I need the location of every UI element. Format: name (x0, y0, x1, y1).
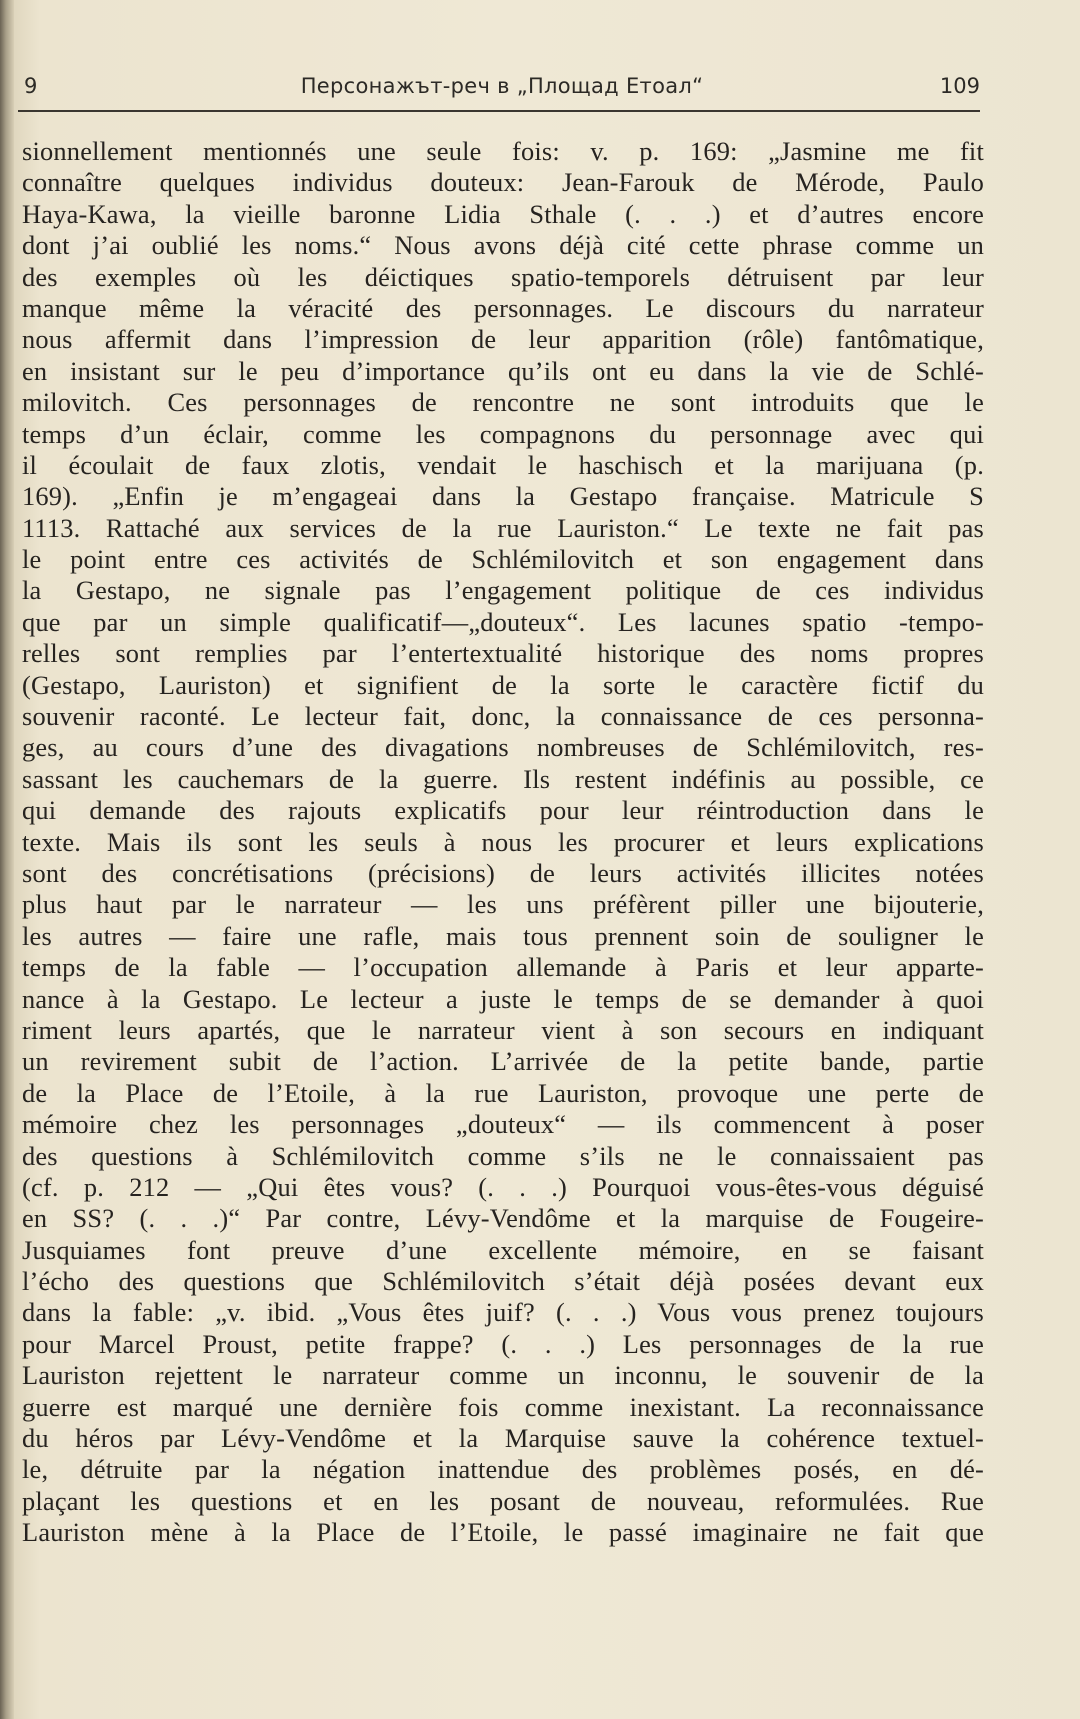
text-line: (Gestapo, Lauriston) et signifient de la sorte le caractère fictif du (22, 669, 984, 700)
text-line: un revirement subit de l’action. L’arrivée de la petite bande, partie (22, 1046, 984, 1077)
text-line: nance à la Gestapo. Le lecteur a juste le temps de se demander à quoi (22, 983, 984, 1014)
text-line: nous affermit dans l’impression de leur apparition (rôle) fantômatique, (22, 324, 984, 355)
text-line: en SS? (. . .)“ Par contre, Lévy-Vendôme et la marquise de Fougeire- (22, 1203, 984, 1234)
text-line: relles sont remplies par l’entertextualité historique des noms propres (22, 638, 984, 669)
text-line: riment leurs apartés, que le narrateur vient à son secours en indiquant (22, 1014, 984, 1045)
page-number: 109 (939, 74, 980, 98)
text-line: temps de la fable — l’occupation allemande à Paris et leur apparte- (22, 952, 984, 983)
text-line: dont j’ai oublié les noms.“ Nous avons déjà cité cette phrase comme un (22, 230, 984, 261)
text-line: temps d’un éclair, comme les compagnons du personnage avec qui (22, 418, 984, 449)
text-line: en insistant sur le peu d’importance qu’ils ont eu dans la vie de Schlé- (22, 355, 984, 386)
previous-page-number-fragment: 9 (24, 74, 38, 98)
text-line: texte. Mais ils sont les seuls à nous les procurer et leurs explications (22, 826, 984, 857)
text-line: sassant les cauchemars de la guerre. Ils restent indéfinis au possible, ce (22, 763, 984, 794)
text-line: du héros par Lévy-Vendôme et la Marquise sauve la cohérence textuel- (22, 1423, 984, 1454)
text-line: sionnellement mentionnés une seule fois: v. p. 169: „Jasmine me fit (22, 136, 984, 166)
body-text (22, 136, 984, 1549)
text-line: Lauriston mène à la Place de l’Etoile, le passé imaginaire ne fait que (22, 1517, 984, 1548)
text-line: guerre est marqué une dernière fois comme inexistant. La reconnaissance (22, 1391, 984, 1422)
text-line: plus haut par le narrateur — les uns préfèrent piller une bijouterie, (22, 889, 984, 920)
text-line: plaçant les questions et en les posant de nouveau, reformulées. Rue (22, 1485, 984, 1516)
text-line: les autres — faire une rafle, mais tous prennent soin de souligner le (22, 920, 984, 951)
text-line: Haya-Kawa, la vieille baronne Lidia Sthale (. . .) et d’autres encore (22, 198, 984, 229)
text-line: connaître quelques individus douteux: Jean-Farouk de Mérode, Paulo (22, 167, 984, 198)
binding-edge (0, 0, 14, 1719)
text-line: pour Marcel Proust, petite frappe? (. . .) Les personnages de la rue (22, 1328, 984, 1359)
text-line: il écoulait de faux zlotis, vendait le haschisch et la marijuana (p. (22, 449, 984, 480)
text-line: le, détruite par la négation inattendue des problèmes posés, en dé- (22, 1454, 984, 1485)
running-head (24, 74, 980, 108)
text-line: 1113. Rattaché aux services de la rue Lauriston.“ Le texte ne fait pas (22, 512, 984, 543)
text-line: dans la fable: „v. ibid. „Vous êtes juif? (. . .) Vous vous prenez toujours (22, 1297, 984, 1328)
text-line: manque même la véracité des personnages. Le discours du narrateur (22, 292, 984, 323)
text-line: de la Place de l’Etoile, à la rue Lauriston, provoque une perte de (22, 1077, 984, 1108)
text-line: Jusquiames font preuve d’une excellente mémoire, en se faisant (22, 1234, 984, 1265)
text-line: qui demande des rajouts explicatifs pour leur réintroduction dans le (22, 795, 984, 826)
text-line: ges, au cours d’une des divagations nombreuses de Schlémilovitch, res- (22, 732, 984, 763)
text-line: (cf. p. 212 — „Qui êtes vous? (. . .) Pourquoi vous-êtes-vous déguisé (22, 1171, 984, 1202)
text-line: Lauriston rejettent le narrateur comme un inconnu, le souvenir de la (22, 1360, 984, 1391)
text-line: milovitch. Ces personnages de rencontre ne sont introduits que le (22, 387, 984, 418)
header-rule (18, 110, 980, 112)
text-line: la Gestapo, ne signale pas l’engagement politique de ces individus (22, 575, 984, 606)
text-line: souvenir raconté. Le lecteur fait, donc, la connaissance de ces personna- (22, 701, 984, 732)
text-line: sont des concrétisations (précisions) de leurs activités illicites notées (22, 857, 984, 888)
text-line: le point entre ces activités de Schlémilovitch et son engagement dans (22, 544, 984, 575)
chapter-title: Персонажът-реч в „Площад Етоал“ (300, 74, 704, 98)
text-line: des questions à Schlémilovitch comme s’ils ne le connaissaient pas (22, 1140, 984, 1171)
text-line: des exemples où les déictiques spatio-temporels détruisent par leur (22, 261, 984, 292)
text-line: que par un simple qualificatif—„douteux“. Les lacunes spatio -tempo- (22, 606, 984, 637)
text-line: mémoire chez les personnages „douteux“ — ils commencent à poser (22, 1109, 984, 1140)
text-line: 169). „Enfin je m’engageai dans la Gestapo française. Matricule S (22, 481, 984, 512)
text-line: l’écho des questions que Schlémilovitch s’était déjà posées devant eux (22, 1266, 984, 1297)
